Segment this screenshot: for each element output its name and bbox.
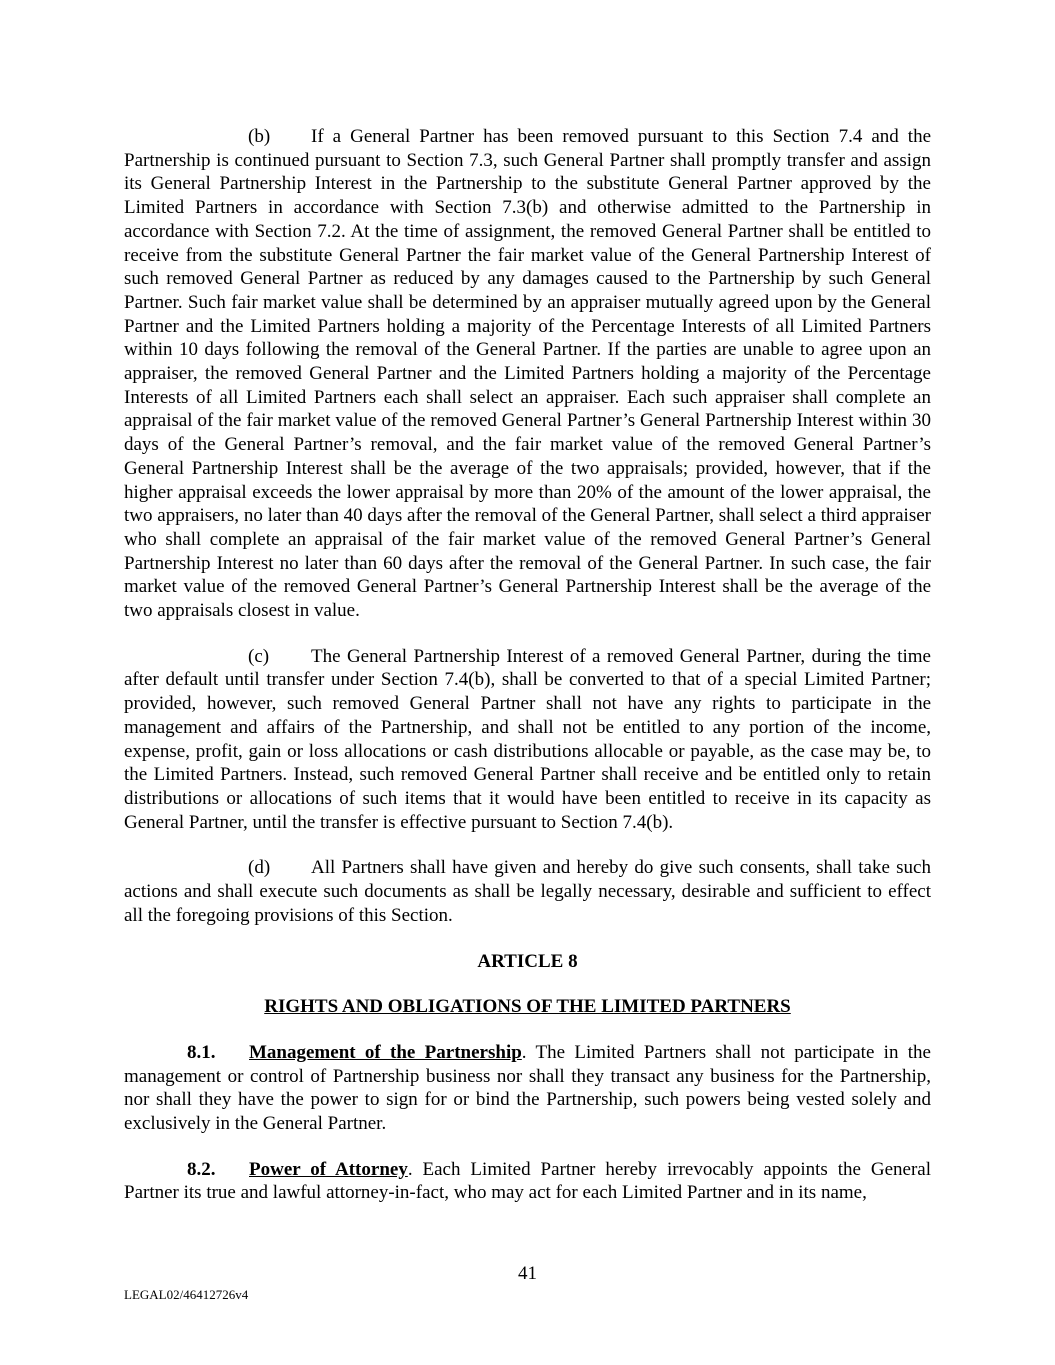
document-id: LEGAL02/46412726v4 bbox=[124, 1287, 249, 1302]
paragraph-7-4-b bbox=[124, 125, 931, 623]
paragraph-text: If a General Partner has been removed pursuant to this Section 7.4 and the Partnership is continued pursuant to Section 7.3, such General Partner shall promptly transfer and assign its General Partnership Interest in the Partnership to the substitute General Partner approved by the Limited Partners in accordance with Section 7.3(b) and otherwise admitted to the Partnership in accordance with Section 7.2. At the time of assignment, the removed General Partner shall be entitled to receive from the substitute General Partner the fair market value of the General Partnership Interest of such removed General Partner as reduced by any damages caused to the Partnership by such General Partner. Such fair market value shall be determined by an appraiser mutually agreed upon by the General Partner and the Limited Partners holding a majority of the Percentage Interests of all Limited Partners within 10 days following the removal of the General Partner. If the parties are unable to agree upon an appraiser, the removed General Partner and the Limited Partners holding a majority of the Percentage Interests of all Limited Partners each shall select an appraiser. Each such appraiser shall complete an appraisal of the fair market value of the removed General Partner’s General Partnership Interest within 30 days of the General Partner’s removal, and the fair market value of the removed General Partner’s General Partnership Interest shall be the average of the two appraisals; provided, however, that if the higher appraisal exceeds the lower appraisal by more than 20% of the amount of the lower appraisal, the two appraisers, no later than 40 days after the removal of the General Partner, shall select a third appraiser who shall complete an appraisal of the fair market value of the removed General Partner’s General Partnership Interest no later than 60 days after the removal of the General Partner. In such case, the fair market value of the removed General Partner’s General Partnership Interest shall be the average of the two appraisals closest in value. bbox=[124, 126, 931, 622]
section-8-1 bbox=[124, 1041, 931, 1136]
paragraph-text: All Partners shall have given and hereby do give such consents, shall take such actions and shall execute such documents as shall be legally necessary, desirable and sufficient to effect all the foregoing provisions of this Section. bbox=[124, 857, 931, 926]
section-text: . The Limited Partners shall not participate in the management or control of Partnership business nor shall they transact any business for the Partnership, nor shall they have the power to sign for or bind the Partnership, such powers being vested solely and exclusively in the General Partner. bbox=[124, 1041, 931, 1135]
section-number: 8.2. bbox=[187, 1158, 216, 1180]
paragraph-text: The General Partnership Interest of a removed General Partner, during the time after default until transfer under Section 7.4(b), shall be converted to that of a special Limited Partner; provided, however, such removed General Partner shall not have any rights to participate in the management and affairs of the Partnership, and shall not be entitled to any portion of the income, expense, profit, gain or loss allocations or cash distributions allocable or payable, as the case may be, to the Limited Partners. Instead, such removed General Partner shall receive and be entitled only to retain distributions or allocations of such items that it would have been entitled to receive in its capacity as General Partner, until the transfer is effective pursuant to Section 7.4(b). bbox=[124, 645, 931, 833]
document-body bbox=[124, 125, 931, 1227]
paragraph-7-4-c bbox=[124, 645, 931, 835]
page-number: 41 bbox=[518, 1263, 537, 1284]
section-number: 8.1. bbox=[187, 1041, 216, 1063]
subsection-label: (b) bbox=[248, 126, 271, 147]
section-text: . Each Limited Partner hereby irrevocably appoints the General Partner its true and lawful attorney-in-fact, who may act for each Limited Partner and in its name, bbox=[124, 1158, 932, 1204]
subsection-label: (d) bbox=[248, 857, 271, 879]
section-title: Management of the Partnership bbox=[249, 1041, 522, 1063]
paragraph-7-4-d bbox=[124, 856, 931, 927]
section-8-2 bbox=[124, 1158, 931, 1205]
article-number: ARTICLE 8 bbox=[477, 950, 578, 972]
section-title: Power of Attorney bbox=[249, 1158, 408, 1180]
article-title: RIGHTS AND OBLIGATIONS OF THE LIMITED PARTNERS bbox=[264, 996, 791, 1018]
subsection-label: (c) bbox=[248, 645, 270, 667]
